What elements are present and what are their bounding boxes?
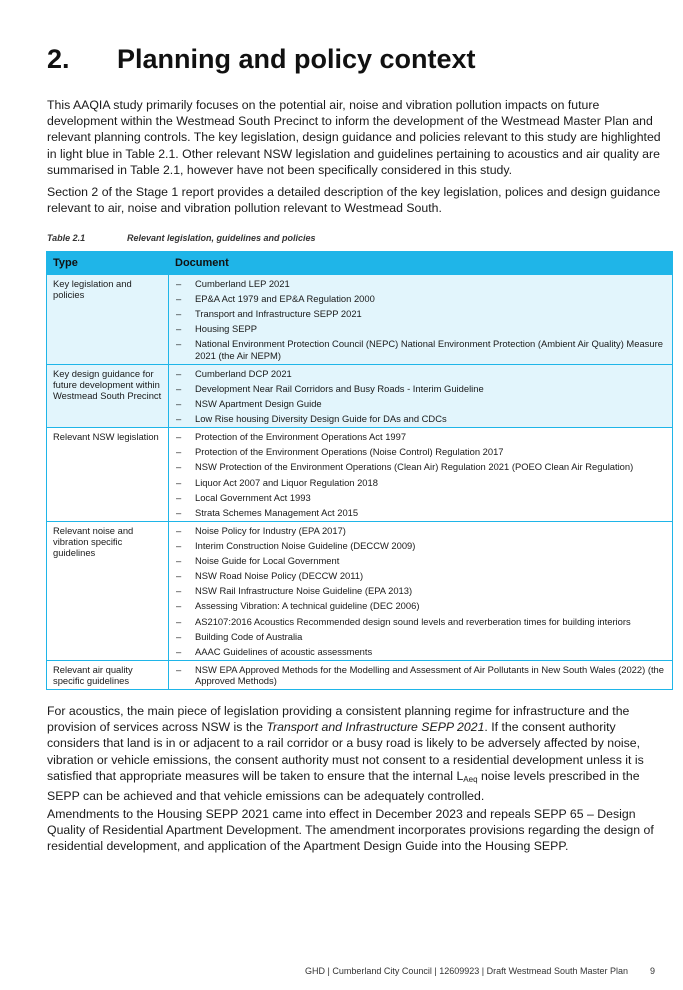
document-title: National Environment Protection Council (NEPC) National Environment Protection (Ambient Air Quality) Measure 2021 (the Air NEPM) <box>195 338 663 361</box>
dash-bullet: – <box>176 413 182 425</box>
document-title: AS2107:2016 Acoustics Recommended design sound levels and reverberation times for building interiors <box>195 615 631 627</box>
intro-paragraph-2: Section 2 of the Stage 1 report provides a detailed description of the key legislation, polices and design guidance relevant to air, noise and vibration pollution relevant to Westmead South. <box>47 185 661 216</box>
section-title: Planning and policy context <box>117 44 476 74</box>
dash-bullet: – <box>176 663 182 675</box>
row-type-cell: Relevant air quality specific guidelines <box>47 660 169 689</box>
table-row <box>47 428 673 522</box>
document-item <box>175 570 666 581</box>
document-item <box>175 507 666 518</box>
document-title: AAAC Guidelines of acoustic assessments <box>195 645 373 657</box>
section-heading <box>47 44 476 75</box>
row-documents-cell <box>169 428 673 522</box>
dash-bullet: – <box>176 555 182 567</box>
document-title: EP&A Act 1979 and EP&A Regulation 2000 <box>195 293 375 305</box>
document-title: NSW Apartment Design Guide <box>195 397 322 409</box>
row-type-cell: Relevant noise and vibration specific guidelines <box>47 521 169 660</box>
document-item <box>175 477 666 488</box>
document-title: Cumberland LEP 2021 <box>195 278 290 289</box>
dash-bullet: – <box>176 645 182 657</box>
document-item <box>175 600 666 611</box>
row-type-cell: Relevant NSW legislation <box>47 428 169 522</box>
document-item <box>175 368 666 379</box>
document-list <box>175 525 666 657</box>
document-title: Protection of the Environment Operations Act 1997 <box>195 431 407 443</box>
document-title: Interim Construction Noise Guideline (DECCW 2009) <box>195 540 416 552</box>
dash-bullet: – <box>176 506 182 518</box>
document-item <box>175 278 666 289</box>
document-item <box>175 540 666 551</box>
document-item <box>175 398 666 409</box>
p3-italic-sepp: Transport and Infrastructure SEPP 2021 <box>266 720 485 735</box>
intro-paragraph-1: This AAQIA study primarily focuses on the potential air, noise and vibration pollution impacts on future development within the Westmead South Precinct to inform the development of the Westmead Master Plan and relevant planning controls. The key legislation, design guidance and policies relevant to this study are highlighted in light blue in Table 2.1. Other relevant NSW legislation and guidelines pertaining to acoustics and air quality are summarised in Table 2.1, however have not been specifically considered in this study. <box>47 98 661 177</box>
document-item <box>175 383 666 394</box>
dash-bullet: – <box>176 615 182 627</box>
document-title: NSW Rail Infrastructure Noise Guideline (EPA 2013) <box>195 585 413 597</box>
dash-bullet: – <box>176 431 182 443</box>
dash-bullet: – <box>176 367 182 379</box>
document-title: Assessing Vibration: A technical guideline (DEC 2006) <box>195 600 420 612</box>
document-item <box>175 492 666 503</box>
document-item <box>175 413 666 424</box>
p3-laeq-sub: Aeq <box>463 774 478 784</box>
dash-bullet: – <box>176 446 182 458</box>
document-title: Noise Guide for Local Government <box>195 555 340 567</box>
document-item <box>175 431 666 442</box>
dash-bullet: – <box>176 585 182 597</box>
document-title: Transport and Infrastructure SEPP 2021 <box>195 308 362 320</box>
row-documents-cell <box>169 364 673 427</box>
row-documents-cell <box>169 660 673 689</box>
document-list <box>175 368 666 424</box>
table-row <box>47 275 673 365</box>
table-caption <box>47 233 316 243</box>
document-item <box>175 664 666 686</box>
p3-laeq-l: L <box>456 768 464 783</box>
table-row <box>47 660 673 689</box>
table-caption-label: Table 2.1 <box>47 233 86 243</box>
document-item <box>175 525 666 536</box>
document-title: Local Government Act 1993 <box>195 491 311 503</box>
dash-bullet: – <box>176 524 182 536</box>
page-footer <box>305 966 655 976</box>
dash-bullet: – <box>176 630 182 642</box>
document-item <box>175 293 666 304</box>
legislation-table <box>46 251 673 690</box>
document-item <box>175 585 666 596</box>
document-title: Cumberland DCP 2021 <box>195 367 292 379</box>
document-list <box>175 431 666 518</box>
dash-bullet: – <box>176 600 182 612</box>
document-title: Noise Policy for Industry (EPA 2017) <box>195 524 346 536</box>
footer-text: GHD | Cumberland City Council | 12609923 | Draft Westmead South Master Plan <box>304 966 628 976</box>
dash-bullet: – <box>176 338 182 350</box>
dash-bullet: – <box>176 382 182 394</box>
table-row <box>47 364 673 427</box>
document-item <box>175 446 666 457</box>
document-item <box>175 461 666 472</box>
p3-text-a: For acoustics, the main piece of legislation providing a consistent planning regime for infrastructure and the provision of services across NSW is the <box>47 704 630 735</box>
document-title: Liquor Act 2007 and Liquor Regulation 2018 <box>195 476 378 488</box>
body-paragraph-4: Amendments to the Housing SEPP 2021 came into effect in December 2023 and repeals SEPP 65 – Design Quality of Residential Apartment Development. The amendment incorporates provisions regarding the design of residential development, and application of the Apartment Design Guide into the Housing SEPP. <box>47 807 654 854</box>
document-item <box>175 616 666 627</box>
row-type-cell: Key legislation and policies <box>47 275 169 365</box>
document-list <box>175 278 666 361</box>
row-type-cell: Key design guidance for future development within Westmead South Precinct <box>47 364 169 427</box>
header-document: Document <box>169 252 673 275</box>
document-title: NSW Protection of the Environment Operations (Clean Air) Regulation 2021 (POEO Clean Air Regulation) <box>195 461 634 473</box>
dash-bullet: – <box>176 476 182 488</box>
dash-bullet: – <box>176 308 182 320</box>
row-documents-cell <box>169 275 673 365</box>
p3-text-c: noise levels prescribed in the SEPP can be achieved and that vehicle emissions can be adequately controlled. <box>47 768 640 804</box>
document-title: Strata Schemes Management Act 2015 <box>195 506 359 518</box>
header-type: Type <box>47 252 169 275</box>
document-title: NSW Road Noise Policy (DECCW 2011) <box>195 570 364 582</box>
table-row <box>47 521 673 660</box>
section-number: 2. <box>47 44 70 74</box>
table-caption-title: Relevant legislation, guidelines and policies <box>127 233 316 243</box>
dash-bullet: – <box>176 323 182 335</box>
document-title: Housing SEPP <box>195 323 258 335</box>
document-title: Building Code of Australia <box>195 630 303 642</box>
document-title: Development Near Rail Corridors and Busy Roads - Interim Guideline <box>195 382 484 394</box>
document-title: Low Rise housing Diversity Design Guide for DAs and CDCs <box>195 413 447 425</box>
document-item <box>175 631 666 642</box>
body-paragraph-3 <box>47 703 667 804</box>
dash-bullet: – <box>176 461 182 473</box>
document-item <box>175 646 666 657</box>
table-body <box>47 275 673 690</box>
document-item <box>175 555 666 566</box>
document-title: NSW EPA Approved Methods for the Modelling and Assessment of Air Pollutants in New South Wales (2022) (the Approved Methods) <box>195 663 664 687</box>
table-header-row <box>47 252 673 275</box>
document-list <box>175 664 666 686</box>
dash-bullet: – <box>176 397 182 409</box>
document-title: Protection of the Environment Operations (Noise Control) Regulation 2017 <box>195 446 504 458</box>
row-documents-cell <box>169 521 673 660</box>
dash-bullet: – <box>176 293 182 305</box>
document-item <box>175 323 666 334</box>
dash-bullet: – <box>176 278 182 289</box>
dash-bullet: – <box>176 570 182 582</box>
document-item <box>175 308 666 319</box>
dash-bullet: – <box>176 491 182 503</box>
page-number: 9 <box>649 966 655 976</box>
document-item <box>175 338 666 360</box>
p3-text-b: . If the consent authority considers that land is in or adjacent to a rail corridor or a busy road is likely to be adversely affected by noise, vibration or vehicle emissions, the consent authority must not consent to a residential development unless it is satisfied that appropriate measures will be taken to ensure that the internal <box>47 720 644 783</box>
dash-bullet: – <box>176 540 182 552</box>
